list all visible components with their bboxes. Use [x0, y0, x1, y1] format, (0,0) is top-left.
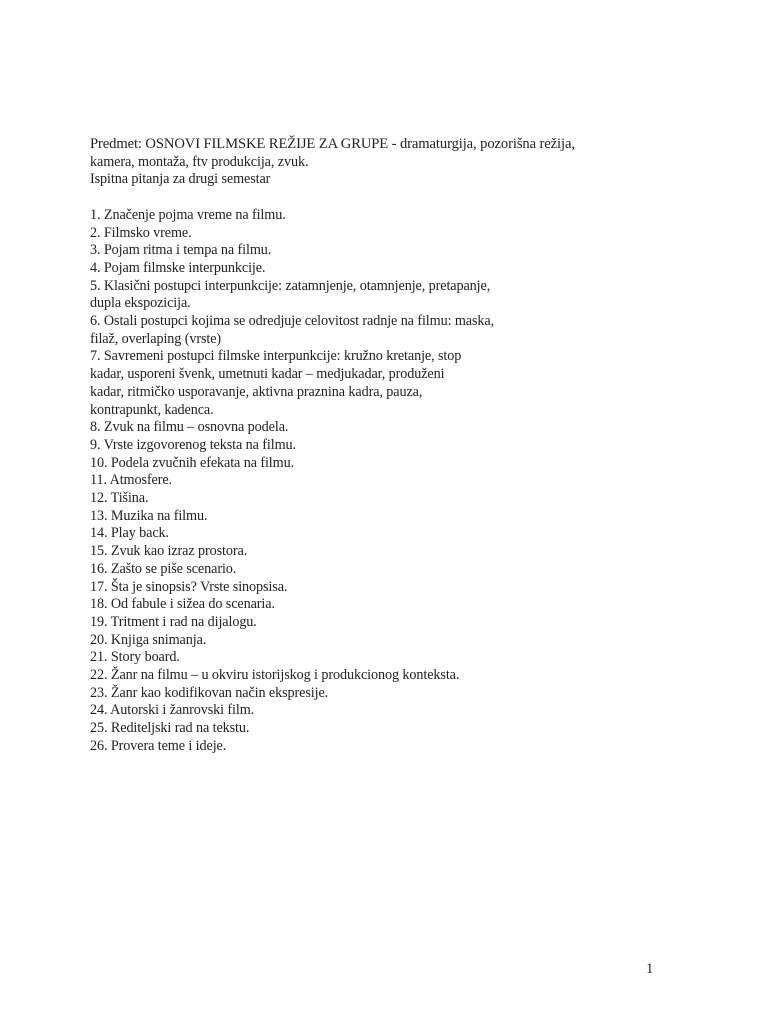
question-line: filaž, overlaping (vrste) — [90, 330, 222, 347]
exam-subtitle: Ispitna pitanja za drugi semestar — [90, 171, 271, 188]
question-line: kadar, ritmičko usporavanje, aktivna praznina kadra, pauza, — [90, 383, 423, 400]
question-line: 5. Klasični postupci interpunkcije: zatamnjenje, otamnjenje, pretapanje, — [90, 277, 491, 294]
question-line: 1. Značenje pojma vreme na filmu. — [90, 206, 286, 223]
question-line: 11. Atmosfere. — [90, 472, 172, 489]
question-line: dupla ekspozicija. — [90, 295, 191, 312]
question-line: 8. Zvuk na filmu – osnovna podela. — [90, 419, 289, 436]
question-line: 25. Rediteljski rad na tekstu. — [90, 720, 250, 737]
document-body — [90, 136, 650, 756]
question-line: 18. Od fabule i sižea do scenaria. — [90, 596, 275, 613]
question-list — [90, 207, 650, 756]
question-line: 24. Autorski i žanrovski film. — [90, 702, 255, 719]
question-line: 6. Ostali postupci kojima se odredjuje celovitost radnje na filmu: maska, — [90, 313, 495, 330]
question-line: 7. Savremeni postupci filmske interpunkcije: kružno kretanje, stop — [90, 348, 462, 365]
question-line: 15. Zvuk kao izraz prostora. — [90, 543, 248, 560]
question-line: 26. Provera teme i ideje. — [90, 737, 227, 754]
page-number: 1 — [646, 961, 654, 977]
question-line: kadar, usporeni švenk, umetnuti kadar – medjukadar, produženi — [90, 366, 445, 383]
question-line: 16. Zašto se piše scenario. — [90, 560, 237, 577]
question-line: 21. Story board. — [90, 649, 180, 666]
course-title-line: Predmet: OSNOVI FILMSKE REŽIJE ZA GRUPE - dramaturgija, pozorišna režija, — [90, 136, 575, 152]
question-line: kontrapunkt, kadenca. — [90, 401, 214, 418]
question-line: 19. Tritment i rad na dijalogu. — [90, 613, 257, 630]
course-header — [90, 136, 650, 189]
question-line: 23. Žanr kao kodifikovan način ekspresije. — [90, 684, 329, 701]
question-line: 20. Knjiga snimanja. — [90, 631, 207, 648]
question-line: 22. Žanr na filmu – u okviru istorijskog i produkcionog konteksta. — [90, 667, 460, 684]
question-line: 3. Pojam ritma i tempa na filmu. — [90, 242, 272, 259]
question-line: 9. Vrste izgovorenog teksta na filmu. — [90, 436, 296, 453]
question-line: 2. Filmsko vreme. — [90, 224, 192, 241]
question-line: 13. Muzika na filmu. — [90, 507, 208, 524]
course-title-line: kamera, montaža, ftv produkcija, zvuk. — [90, 153, 309, 170]
question-line: 4. Pojam filmske interpunkcije. — [90, 259, 266, 276]
question-line: 10. Podela zvučnih efekata na filmu. — [90, 454, 295, 471]
question-line: 12. Tišina. — [90, 490, 149, 507]
section-spacer — [90, 189, 650, 207]
question-line: 14. Play back. — [90, 525, 169, 542]
question-line: 17. Šta je sinopsis? Vrste sinopsisa. — [90, 578, 288, 595]
